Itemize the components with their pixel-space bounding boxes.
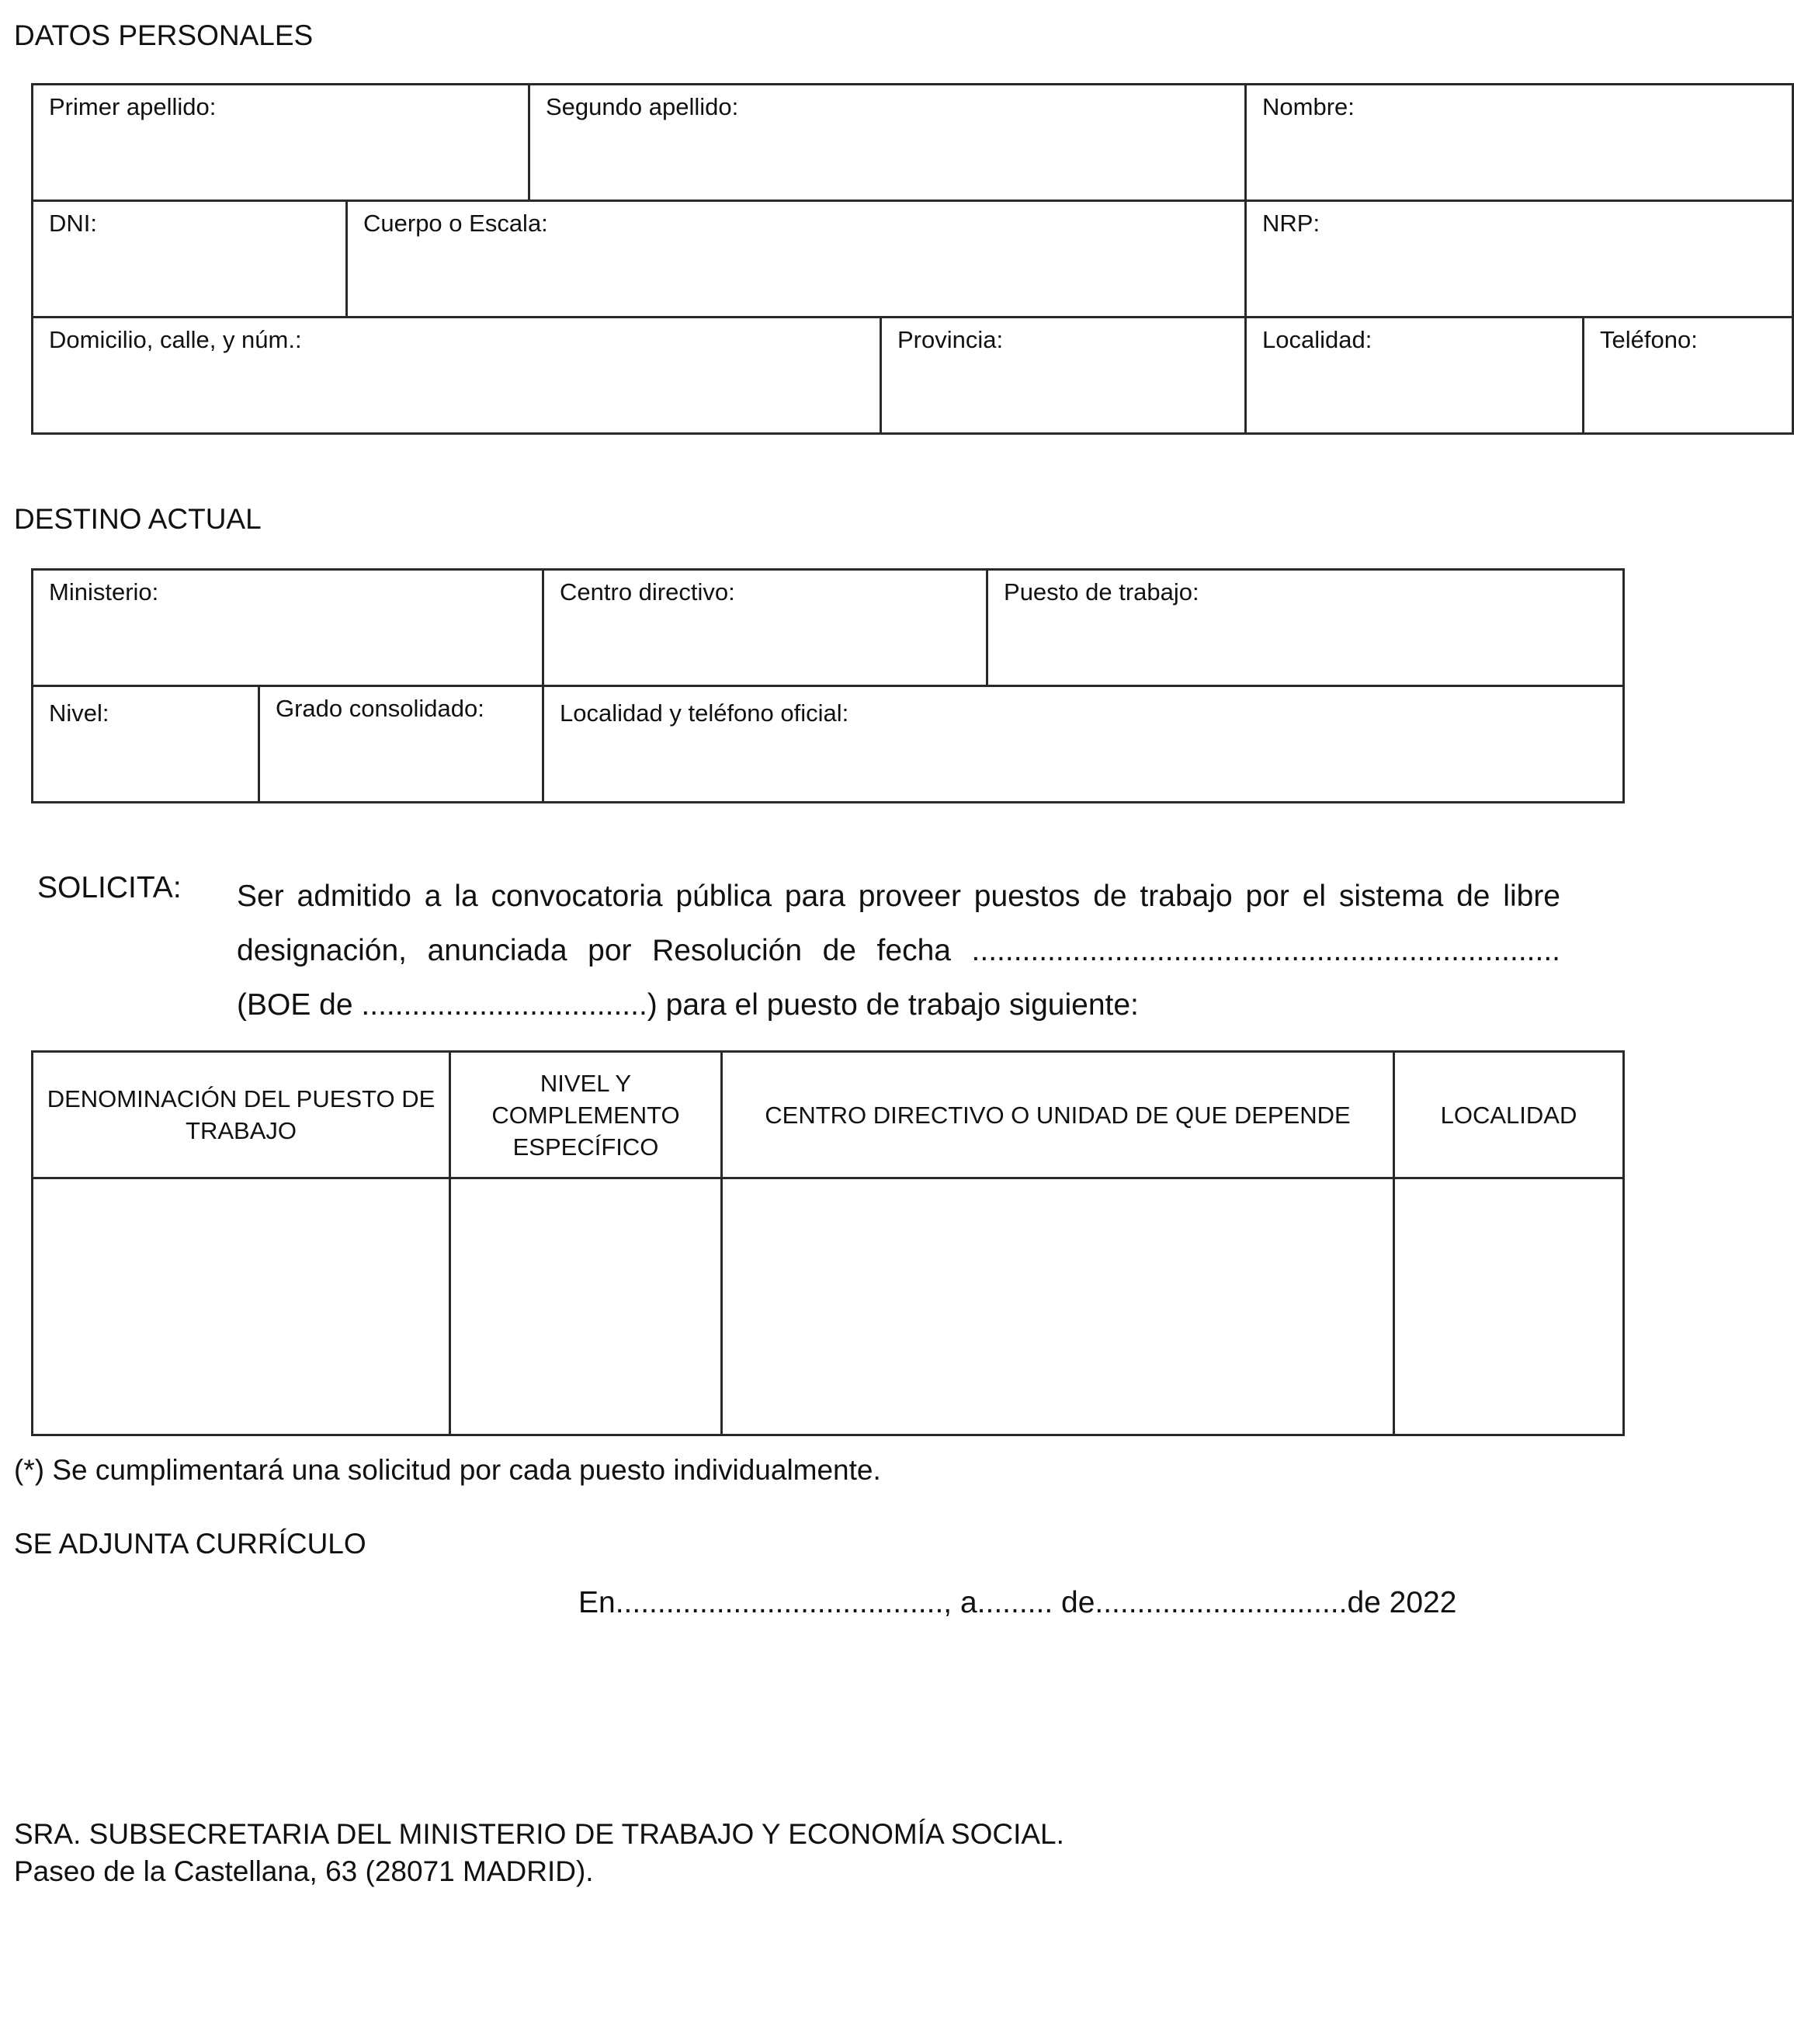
denominacion-field[interactable] [33,1178,450,1435]
puesto-trabajo-cell[interactable] [987,570,1624,686]
primer-apellido-cell[interactable] [33,85,529,201]
destinatario-line-2: Paseo de la Castellana, 63 (28071 MADRID). [14,1855,594,1887]
domicilio-field[interactable] [49,354,864,377]
nrp-field[interactable] [1262,238,1776,261]
cuerpo-escala-cell[interactable] [347,201,1246,318]
section-title-datos-personales: DATOS PERSONALES [14,19,314,51]
ministerio-cell[interactable] [33,570,543,686]
solicita-line-3: (BOE de ..................................) para el puesto de trabajo siguiente: [237,988,1139,1022]
primer-apellido-field[interactable] [49,121,512,144]
header-centro-directivo: CENTRO DIRECTIVO O UNIDAD DE QUE DEPENDE [722,1052,1394,1178]
header-denominacion: DENOMINACIÓN DEL PUESTO DE TRABAJO [33,1052,450,1178]
grado-consolidado-cell[interactable] [259,686,543,803]
telefono-label: Teléfono: [1600,326,1698,353]
localidad-label: Localidad: [1262,326,1372,353]
cuerpo-escala-label: Cuerpo o Escala: [363,210,548,237]
solicita-line-2: designación, anunciada por Resolución de fecha ...................................................................... [237,934,1560,967]
localidad-telefono-field[interactable] [560,727,1607,751]
ministerio-field[interactable] [49,606,526,630]
puesto-trabajo-field[interactable] [1004,606,1607,630]
ministerio-label: Ministerio: [49,578,159,606]
nivel-cell[interactable] [33,686,259,803]
localidad-telefono-cell[interactable] [543,686,1624,803]
nombre-label: Nombre: [1262,93,1355,120]
solicita-label: SOLICITA: [37,871,182,904]
solicita-line-1: Ser admitido a la convocatoria pública para proveer puestos de trabajo por el sistema de libre [237,880,1560,913]
primer-apellido-label: Primer apellido: [49,93,217,120]
grado-consolidado-field[interactable] [276,723,526,746]
puesto-table [31,1050,1625,1436]
provincia-label: Provincia: [897,326,1004,353]
dni-cell[interactable] [33,201,347,318]
section-title-destino-actual: DESTINO ACTUAL [14,503,262,535]
segundo-apellido-cell[interactable] [529,85,1246,201]
domicilio-cell[interactable] [33,318,881,434]
centro-directivo-cell[interactable] [543,570,987,686]
centro-directivo-label: Centro directivo: [560,578,735,606]
nivel-field[interactable] [49,727,242,751]
cuerpo-escala-field[interactable] [363,238,1229,261]
dni-label: DNI: [49,210,97,237]
centro-directivo-unidad-field[interactable] [722,1178,1394,1435]
solicita-text [237,869,1560,1032]
centro-directivo-field[interactable] [560,606,970,630]
nivel-complemento-field[interactable] [450,1178,722,1435]
nrp-label: NRP: [1262,210,1320,237]
destino-actual-table [31,568,1625,803]
telefono-cell[interactable] [1584,318,1793,434]
puesto-trabajo-label: Puesto de trabajo: [1004,578,1199,606]
localidad-field[interactable] [1262,354,1567,377]
note-text: (*) Se cumplimentará una solicitud por cada puesto individualmente. [14,1454,881,1486]
provincia-cell[interactable] [881,318,1246,434]
adjunta-curriculo-text: SE ADJUNTA CURRÍCULO [14,1528,366,1560]
destinatario-line-1: SRA. SUBSECRETARIA DEL MINISTERIO DE TRABAJO Y ECONOMÍA SOCIAL. [14,1818,1064,1850]
header-localidad: LOCALIDAD [1394,1052,1624,1178]
telefono-field[interactable] [1600,354,1776,377]
datos-personales-table [31,83,1794,435]
nombre-cell[interactable] [1246,85,1793,201]
provincia-field[interactable] [897,354,1229,377]
localidad-cell[interactable] [1246,318,1584,434]
nombre-field[interactable] [1262,121,1776,144]
nrp-cell[interactable] [1246,201,1793,318]
header-nivel-complemento: NIVEL Y COMPLEMENTO ESPECÍFICO [450,1052,722,1178]
nivel-label: Nivel: [49,699,109,727]
localidad-puesto-field[interactable] [1394,1178,1624,1435]
dni-field[interactable] [49,238,330,261]
domicilio-label: Domicilio, calle, y núm.: [49,326,302,353]
localidad-telefono-label: Localidad y teléfono oficial: [560,699,849,727]
fecha-line: En......................................., a......... de..............................de 2022 [578,1586,1457,1619]
grado-consolidado-label: Grado consolidado: [276,695,484,722]
segundo-apellido-label: Segundo apellido: [546,93,739,120]
segundo-apellido-field[interactable] [546,121,1229,144]
